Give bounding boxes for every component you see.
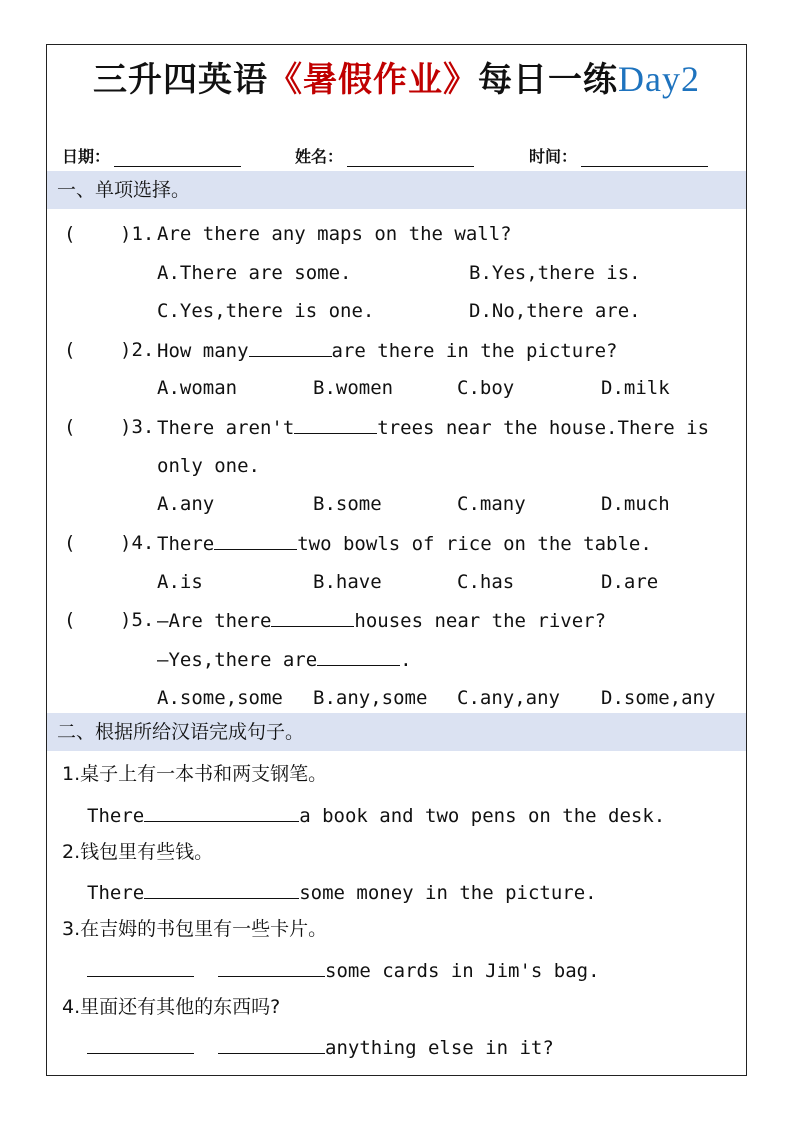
- answer-paren[interactable]: (: [64, 223, 76, 245]
- option-c: C.any,any: [457, 687, 560, 709]
- title-homework: 《暑假作业》: [268, 60, 478, 100]
- translation-answer-2: [87, 880, 597, 905]
- answer-blank[interactable]: [218, 958, 325, 977]
- question-number: )2.: [120, 339, 155, 361]
- answer-text: a book and two pens on the desk.: [299, 805, 666, 827]
- question-stem: There aren't: [157, 417, 295, 439]
- answer-blank[interactable]: [87, 958, 194, 977]
- answer-blank[interactable]: [294, 415, 377, 434]
- date-label: 日期：: [62, 147, 111, 166]
- translation-answer-1: [87, 803, 665, 828]
- name-input-line[interactable]: [347, 148, 474, 167]
- answer-paren[interactable]: (: [64, 609, 76, 631]
- translation-prompt-2: 2.钱包里有些钱。: [62, 841, 214, 863]
- option-d: D.some,any: [601, 687, 716, 709]
- question-number: )4.: [120, 532, 155, 554]
- translation-answer-3: [87, 958, 600, 983]
- translation-prompt-3: 3.在吉姆的书包里有一些卡片。: [62, 918, 328, 940]
- answer-blank[interactable]: [214, 531, 297, 550]
- translation-answer-4: [87, 1035, 554, 1060]
- answer-blank[interactable]: [249, 338, 332, 357]
- question-stem: Are there any maps on the wall?: [157, 223, 512, 245]
- answer-paren[interactable]: (: [64, 416, 76, 438]
- time-label: 时间：: [529, 147, 578, 166]
- question-stem: —Yes,there are: [157, 649, 318, 671]
- time-field: [529, 144, 708, 167]
- question-stem: are there in the picture?: [331, 340, 618, 362]
- time-input-line[interactable]: [581, 148, 708, 167]
- worksheet-title: [0, 52, 793, 101]
- option-a: A.There are some.: [157, 262, 352, 284]
- option-a: A.is: [157, 571, 203, 593]
- option-b: B.Yes,there is.: [469, 262, 641, 284]
- option-d: D.milk: [601, 377, 670, 399]
- option-a: A.some,some: [157, 687, 283, 709]
- option-d: D.much: [601, 493, 670, 515]
- option-a: A.any: [157, 493, 215, 515]
- title-subject: 三升四英语: [93, 60, 268, 100]
- answer-blank[interactable]: [87, 1035, 194, 1054]
- section-heading-translation: 二、根据所给汉语完成句子。: [47, 713, 746, 751]
- answer-blank[interactable]: [144, 803, 299, 822]
- question-stem: —Are there: [157, 610, 272, 632]
- answer-blank[interactable]: [271, 608, 354, 627]
- translation-prompt-1: 1.桌子上有一本书和两支钢笔。: [62, 763, 328, 785]
- answer-text: There: [87, 882, 145, 904]
- question-stem: houses near the river?: [354, 610, 607, 632]
- answer-text: some cards in Jim's bag.: [325, 960, 600, 982]
- answer-blank[interactable]: [317, 647, 400, 666]
- option-c: C.Yes,there is one.: [157, 300, 375, 322]
- option-b: B.any,some: [313, 687, 428, 709]
- name-field: [295, 144, 474, 167]
- question-reply-line: [157, 647, 412, 672]
- option-d: D.No,there are.: [469, 300, 641, 322]
- translation-prompt-4: 4.里面还有其他的东西吗?: [62, 996, 281, 1018]
- answer-paren[interactable]: (: [64, 532, 76, 554]
- question-stem: trees near the house.There is: [377, 417, 710, 439]
- option-b: B.some: [313, 493, 382, 515]
- answer-text: some money in the picture.: [299, 882, 597, 904]
- date-field: [62, 144, 241, 167]
- option-d: D.are: [601, 571, 659, 593]
- question-stem: .: [400, 649, 412, 671]
- option-c: C.many: [457, 493, 526, 515]
- option-b: B.women: [313, 377, 394, 399]
- question-number: )5.: [120, 609, 155, 631]
- question-number: )1.: [120, 223, 155, 245]
- date-input-line[interactable]: [114, 148, 241, 167]
- answer-text: anything else in it?: [325, 1037, 554, 1059]
- section-heading-choice: 一、单项选择。: [47, 171, 746, 209]
- question-stem: How many: [157, 340, 249, 362]
- option-b: B.have: [313, 571, 382, 593]
- answer-paren[interactable]: (: [64, 339, 76, 361]
- option-c: C.has: [457, 571, 515, 593]
- title-daily: 每日一练: [478, 60, 618, 100]
- answer-blank[interactable]: [218, 1035, 325, 1054]
- title-day: Day2: [618, 59, 700, 99]
- name-label: 姓名：: [295, 147, 344, 166]
- question-stem: two bowls of rice on the table.: [297, 533, 652, 555]
- answer-text: There: [87, 805, 145, 827]
- option-c: C.boy: [457, 377, 515, 399]
- question-stem: There: [157, 533, 215, 555]
- question-stem-continued: only one.: [157, 455, 260, 477]
- question-number: )3.: [120, 416, 155, 438]
- option-a: A.woman: [157, 377, 238, 399]
- answer-blank[interactable]: [144, 880, 299, 899]
